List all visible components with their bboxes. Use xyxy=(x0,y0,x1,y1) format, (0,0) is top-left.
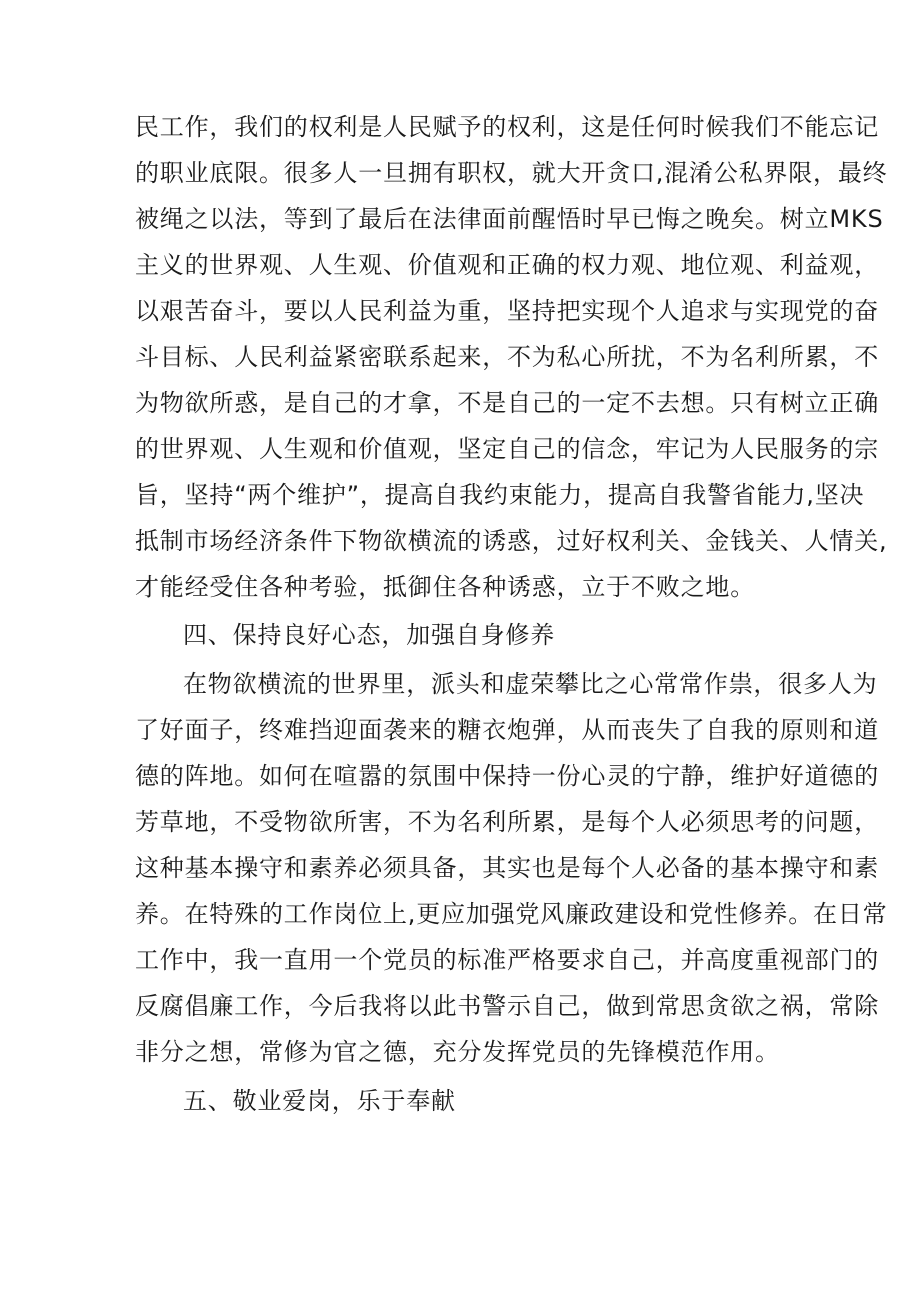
text-line: 非分之想，常修为官之德，充分发挥党员的先锋模范作用。 xyxy=(135,1038,780,1066)
text-line: 的职业底限。很多人一旦拥有职权，就大开贪口,混淆公私界限，最终 xyxy=(135,159,888,187)
text-line: 这种基本操守和素养必须具备，其实也是每个人必备的基本操守和素 xyxy=(135,854,879,882)
text-line: 了好面子，终难挡迎面袭来的糖衣炮弹，从而丧失了自我的原则和道 xyxy=(135,716,879,744)
text-line: 旨，坚持“两个维护”，提高自我约束能力，提高自我警省能力,坚决 xyxy=(135,481,865,509)
text-line: 的世界观、人生观和价值观，坚定自己的信念，牢记为人民服务的宗 xyxy=(135,435,879,463)
text-line: 反腐倡廉工作，今后我将以此书警示自己，做到常思贪欲之祸，常除 xyxy=(135,992,879,1020)
text-line: 被绳之以法，等到了最后在法律面前醒悟时早已悔之晚矣。树立MKS xyxy=(135,205,884,233)
text-line: 在物欲横流的世界里，派头和虚荣攀比之心常常作祟，很多人为 xyxy=(183,670,878,698)
text-line: 抵制市场经济条件下物欲横流的诱惑，过好权利关、金钱关、人情关, xyxy=(135,527,888,555)
text-line: 为物欲所惑，是自己的才拿，不是自己的一定不去想。只有树立正确 xyxy=(135,389,879,417)
text-line: 才能经受住各种考验，抵御住各种诱惑，立于不败之地。 xyxy=(135,573,755,601)
text-line: 以艰苦奋斗，要以人民利益为重，坚持把实现个人追求与实现党的奋 xyxy=(135,297,879,325)
text-line: 民工作，我们的权利是人民赋予的权利，这是任何时候我们不能忘记 xyxy=(135,113,879,141)
text-line: 养。在特殊的工作岗位上,更应加强党风廉政建设和党性修养。在日常 xyxy=(135,900,888,928)
section-heading: 四、保持良好心态，加强自身修养 xyxy=(183,621,555,649)
text-line: 德的阵地。如何在喧嚣的氛围中保持一份心灵的宁静，维护好道德的 xyxy=(135,762,879,790)
text-line: 主义的世界观、人生观、价值观和正确的权力观、地位观、利益观， xyxy=(135,251,879,279)
text-line: 工作中，我一直用一个党员的标准严格要求自己，并高度重视部门的 xyxy=(135,946,879,974)
text-line: 斗目标、人民利益紧密联系起来，不为私心所扰，不为名利所累，不 xyxy=(135,343,879,371)
text-line: 芳草地，不受物欲所害，不为名利所累，是每个人必须思考的问题， xyxy=(135,808,879,836)
section-heading: 五、敬业爱岗，乐于奉献 xyxy=(183,1087,456,1115)
